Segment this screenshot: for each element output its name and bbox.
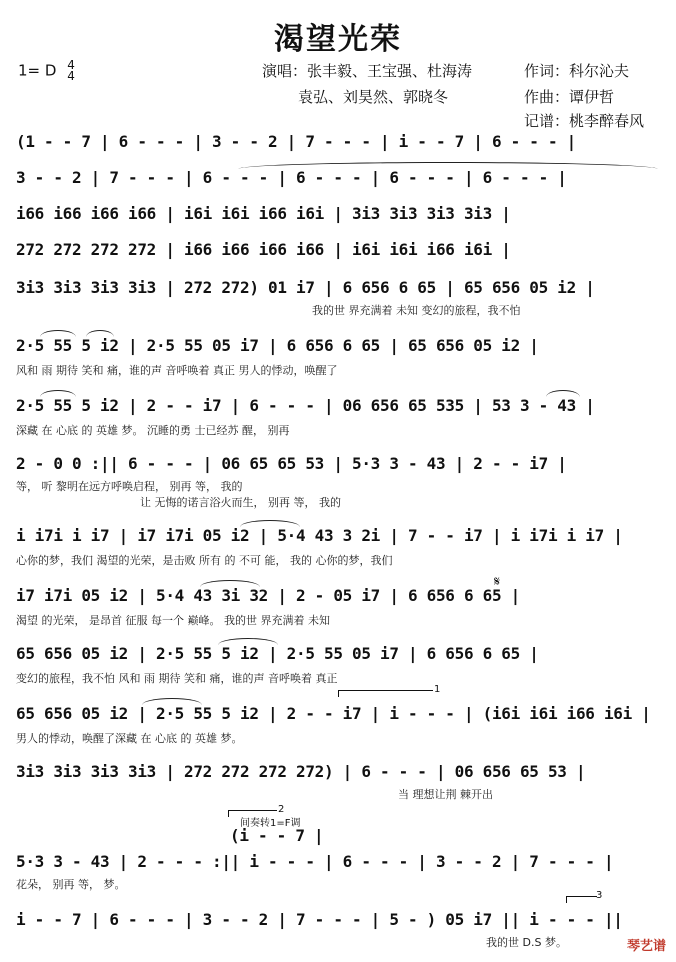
score-row-7: 2·5 55 5 i2 | 2 - - i7 | 6 - - - | 06 656 65 535 | 53 3 - 43 |	[16, 396, 595, 415]
score-row-13: 3i3 3i3 3i3 3i3 | 272 272 272 272) | 6 - - - | 06 656 65 53 |	[16, 762, 586, 781]
key-signature	[18, 60, 75, 82]
score-row-9: i i7i i i7 | i7 i7i 05 i2 | 5·4 43 3 2i | 7 - - i7 | i i7i i i7 |	[16, 526, 623, 545]
singers-line-1: 演唱：张丰毅、王宝强、杜海涛	[262, 62, 473, 80]
time-signature	[67, 60, 75, 82]
score-row-12: 65 656 05 i2 | 2·5 55 5 i2 | 2 - - i7 | i - - - | (i6i i6i i66 i6i |	[16, 704, 651, 723]
lyrics-row-9: 心你的梦，我们 渴望的光荣，是击败 所有 的 不可 能， 我的 心你的梦，我们	[16, 554, 393, 567]
score-row-2: 3 - - 2 | 7 - - - | 6 - - - | 6 - - - | 6 - - - | 6 - - - |	[16, 168, 567, 187]
score-row-15: i - - 7 | 6 - - - | 3 - - 2 | 7 - - - | 5 - ) 05 i7 || i - - - ||	[16, 910, 623, 929]
singers-line-2: 袁弘、刘昊然、郭晓冬	[298, 88, 449, 106]
time-sig-bottom: 4	[67, 69, 75, 83]
segno-sign: 𝄋	[494, 574, 501, 590]
interlude-row: (i - - 7 |	[230, 826, 324, 845]
time-sig-top: 4	[67, 58, 75, 72]
score-row-8: 2 - 0 0 :|| 6 - - - | 06 65 65 53 | 5·3 3 - 43 | 2 - - i7 |	[16, 454, 567, 473]
score-row-14: 5·3 3 - 43 | 2 - - - :|| i - - - | 6 - - - | 3 - - 2 | 7 - - - |	[16, 852, 614, 871]
volta-3-label: 3	[596, 890, 603, 901]
lyricist-credit: 作词：科尔沁夫	[524, 62, 630, 80]
watermark-logo: 琴艺谱	[626, 939, 666, 954]
composer-credit: 作曲：谭伊哲	[524, 88, 615, 106]
lyrics-row-15: 我的世 D.S 梦。	[486, 936, 567, 949]
lyrics-row-6: 风和 雨 期待 笑和 痛，谁的声 音呼唤着 真正 男人的悸动，唤醒了	[16, 364, 338, 377]
lyrics-row-11: 变幻的旅程，我不怕 风和 雨 期待 笑和 痛，谁的声 音呼唤着 真正	[16, 672, 338, 685]
score-row-4: 272 272 272 272 | i66 i66 i66 i66 | i6i i6i i66 i6i |	[16, 240, 511, 259]
lyrics-row-13: 当 理想让荆 棘开出	[398, 788, 493, 801]
lyrics-row-8a: 等， 听 黎明在远方呼唤启程， 别再 等， 我的	[16, 480, 243, 493]
lyrics-row-8b: 让 无悔的诺言浴火而生， 别再 等， 我的	[140, 496, 341, 509]
song-title: 渴望光荣	[274, 22, 402, 57]
lyrics-row-5: 我的世 界充满着 未知 变幻的旅程，我不怕	[312, 304, 521, 317]
lyrics-row-14: 花朵， 别再 等， 梦。	[16, 878, 126, 891]
score-row-11: 65 656 05 i2 | 2·5 55 5 i2 | 2·5 55 05 i7 | 6 656 6 65 |	[16, 644, 539, 663]
score-row-3: i66 i66 i66 i66 | i6i i6i i66 i6i | 3i3 3i3 3i3 3i3 |	[16, 204, 511, 223]
volta-2-label: 2	[278, 804, 285, 815]
score-row-10: i7 i7i 05 i2 | 5·4 43 3i 32 | 2 - 05 i7 | 6 656 6 65 |	[16, 586, 520, 605]
score-row-6: 2·5 55 5 i2 | 2·5 55 05 i7 | 6 656 6 65 | 65 656 05 i2 |	[16, 336, 539, 355]
transcriber-credit: 记谱：桃李醉春风	[524, 112, 645, 130]
score-row-1: (1 - - 7 | 6 - - - | 3 - - 2 | 7 - - - | i - - 7 | 6 - - - |	[16, 132, 576, 151]
score-row-5: 3i3 3i3 3i3 3i3 | 272 272) 01 i7 | 6 656 6 65 | 65 656 05 i2 |	[16, 278, 595, 297]
lyrics-row-7: 深藏 在 心底 的 英雄 梦。 沉睡的勇 士已经苏 醒， 别再	[16, 424, 290, 437]
lyrics-row-10: 渴望 的光荣， 是昂首 征服 每一个 巅峰。 我的世 界充满着 未知	[16, 614, 330, 627]
volta-1-label: 1	[434, 684, 441, 695]
lyrics-row-12: 男人的悸动，唤醒了深藏 在 心底 的 英雄 梦。	[16, 732, 243, 745]
interlude-note: 间奏转1=F调	[240, 818, 301, 829]
volta-bracket-3	[566, 896, 597, 903]
key-label: 1= D	[18, 61, 57, 80]
volta-bracket-1	[338, 690, 433, 697]
